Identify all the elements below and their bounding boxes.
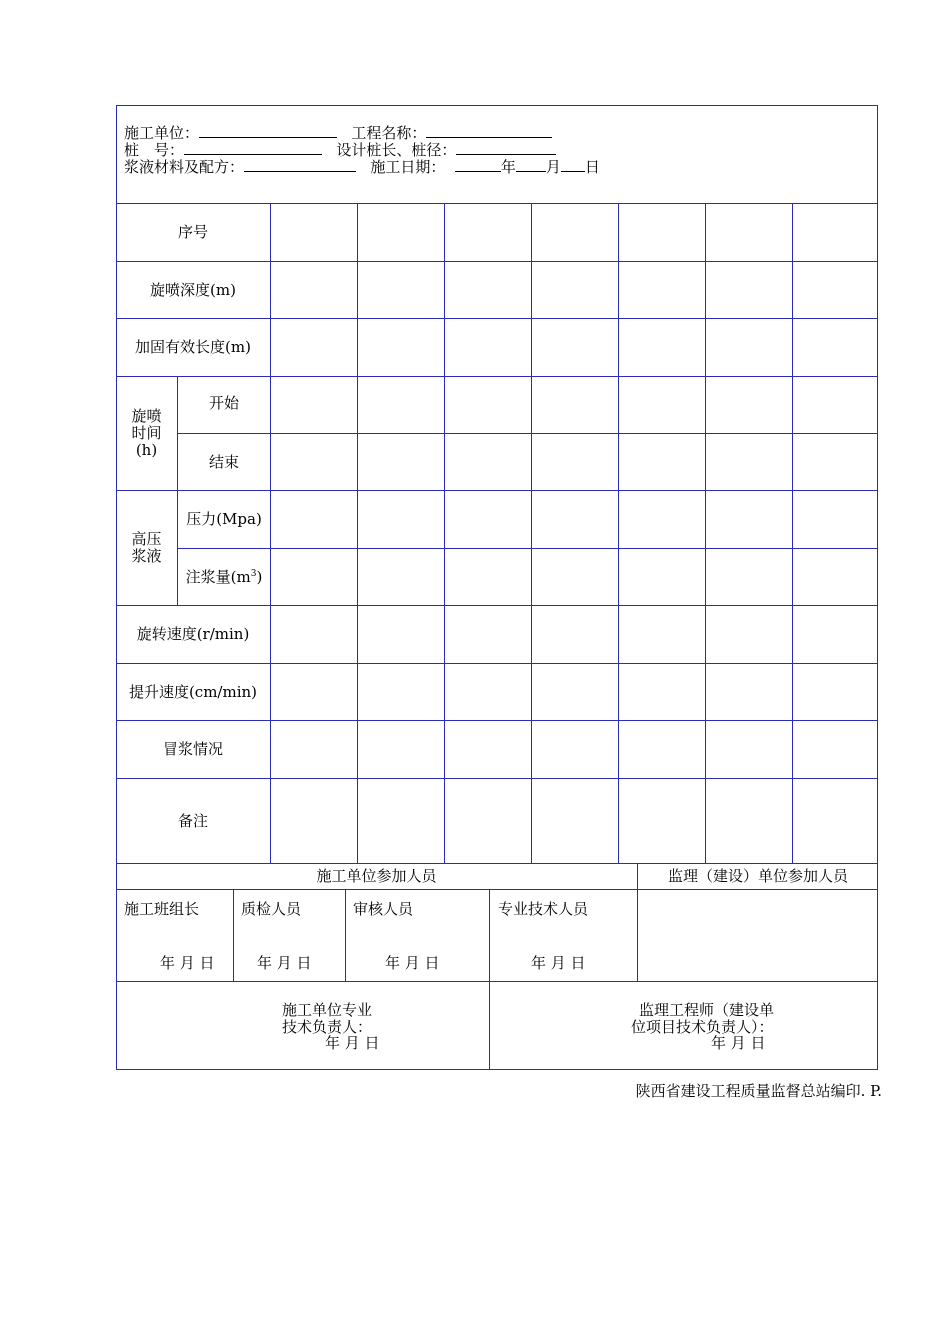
construction-participants-header: 施工单位参加人员	[316, 867, 437, 885]
reviewer-label: 审核人员	[353, 900, 414, 918]
qc-staff-date: 年 月 日	[257, 954, 312, 972]
row-label-jet-depth: 旋喷深度(m)	[150, 280, 236, 299]
project-name-field[interactable]	[426, 124, 552, 138]
header-line-1	[124, 124, 552, 142]
qc-staff-label: 质检人员	[241, 900, 302, 918]
row-line	[177, 548, 878, 549]
tech-staff-date: 年 月 日	[531, 954, 586, 972]
date-year-field[interactable]	[455, 158, 501, 172]
injection-suffix: )	[256, 567, 263, 586]
project-name-label: 工程名称：	[351, 124, 427, 142]
year-label: 年	[500, 158, 516, 176]
row-label-jet-time	[116, 377, 177, 490]
hp-line-1: 高压	[131, 530, 162, 548]
construction-unit-label: 施工单位：	[124, 124, 200, 142]
row-label-rotation: 旋转速度(r/min)	[136, 625, 250, 643]
row-line	[116, 889, 878, 890]
col-line	[444, 203, 445, 863]
row-line	[177, 433, 878, 434]
engineer-line-2: 位项目技术负责人）：	[631, 1018, 774, 1036]
grout-field[interactable]	[244, 158, 356, 172]
header-line-3	[124, 158, 600, 176]
engineer-line-1: 监理工程师（建设单	[639, 1001, 775, 1019]
tech-staff-label: 专业技术人员	[498, 900, 589, 918]
col-line	[357, 203, 358, 863]
row-label-remarks: 备注	[177, 811, 208, 830]
row-label-end: 结束	[208, 452, 239, 471]
date-month-field[interactable]	[516, 158, 546, 172]
tech-head-line-2: 技术负责人：	[282, 1018, 373, 1036]
row-label-effective-length: 加固有效长度(m)	[135, 338, 251, 356]
jet-time-line-3: (h)	[135, 441, 158, 459]
row-label-lift: 提升速度(cm/min)	[128, 682, 258, 701]
col-line	[705, 203, 706, 863]
date-day-field[interactable]	[561, 158, 585, 172]
col-line	[531, 203, 532, 863]
col-line	[233, 889, 234, 981]
design-pile-field[interactable]	[456, 141, 556, 155]
tech-head-date: 年 月 日	[325, 1034, 380, 1052]
jet-time-line-2: 时间	[131, 424, 162, 442]
construction-unit-field[interactable]	[199, 124, 337, 138]
col-line	[618, 203, 619, 863]
month-label: 月	[545, 158, 561, 176]
jet-time-line-1: 旋喷	[131, 407, 162, 425]
row-label-seq: 序号	[177, 223, 208, 241]
header-line-2	[124, 141, 556, 159]
reviewer-date: 年 月 日	[385, 954, 440, 972]
row-label-overflow: 冒浆情况	[162, 740, 223, 758]
grout-label: 浆液材料及配方：	[124, 158, 245, 176]
col-line	[792, 203, 793, 863]
row-label-high-pressure	[116, 491, 177, 605]
row-label-start: 开始	[208, 394, 239, 412]
footer-publisher: 陕西省建设工程质量监督总站编印. P.	[635, 1082, 882, 1100]
col-line	[270, 203, 271, 863]
supervision-participants-header: 监理（建设）单位参加人员	[667, 867, 848, 885]
row-label-injection	[178, 549, 270, 605]
row-line	[116, 981, 878, 982]
engineer-date: 年 月 日	[711, 1034, 766, 1052]
design-pile-label: 设计桩长、桩径：	[336, 141, 457, 159]
injection-prefix: 注浆量(m	[185, 567, 251, 586]
day-label: 日	[584, 158, 600, 176]
injection-sup: 3	[250, 568, 257, 579]
date-label: 施工日期：	[370, 158, 446, 176]
pile-no-field[interactable]	[184, 141, 322, 155]
hp-line-2: 浆液	[131, 547, 162, 565]
row-label-pressure: 压力(Mpa)	[186, 510, 262, 528]
col-line	[489, 889, 490, 1070]
col-line	[345, 889, 346, 981]
tech-head-line-1: 施工单位专业	[282, 1001, 373, 1019]
team-leader-label: 施工班组长	[124, 900, 200, 918]
pile-no-label: 桩 号：	[124, 141, 185, 159]
team-leader-date: 年 月 日	[160, 954, 215, 972]
